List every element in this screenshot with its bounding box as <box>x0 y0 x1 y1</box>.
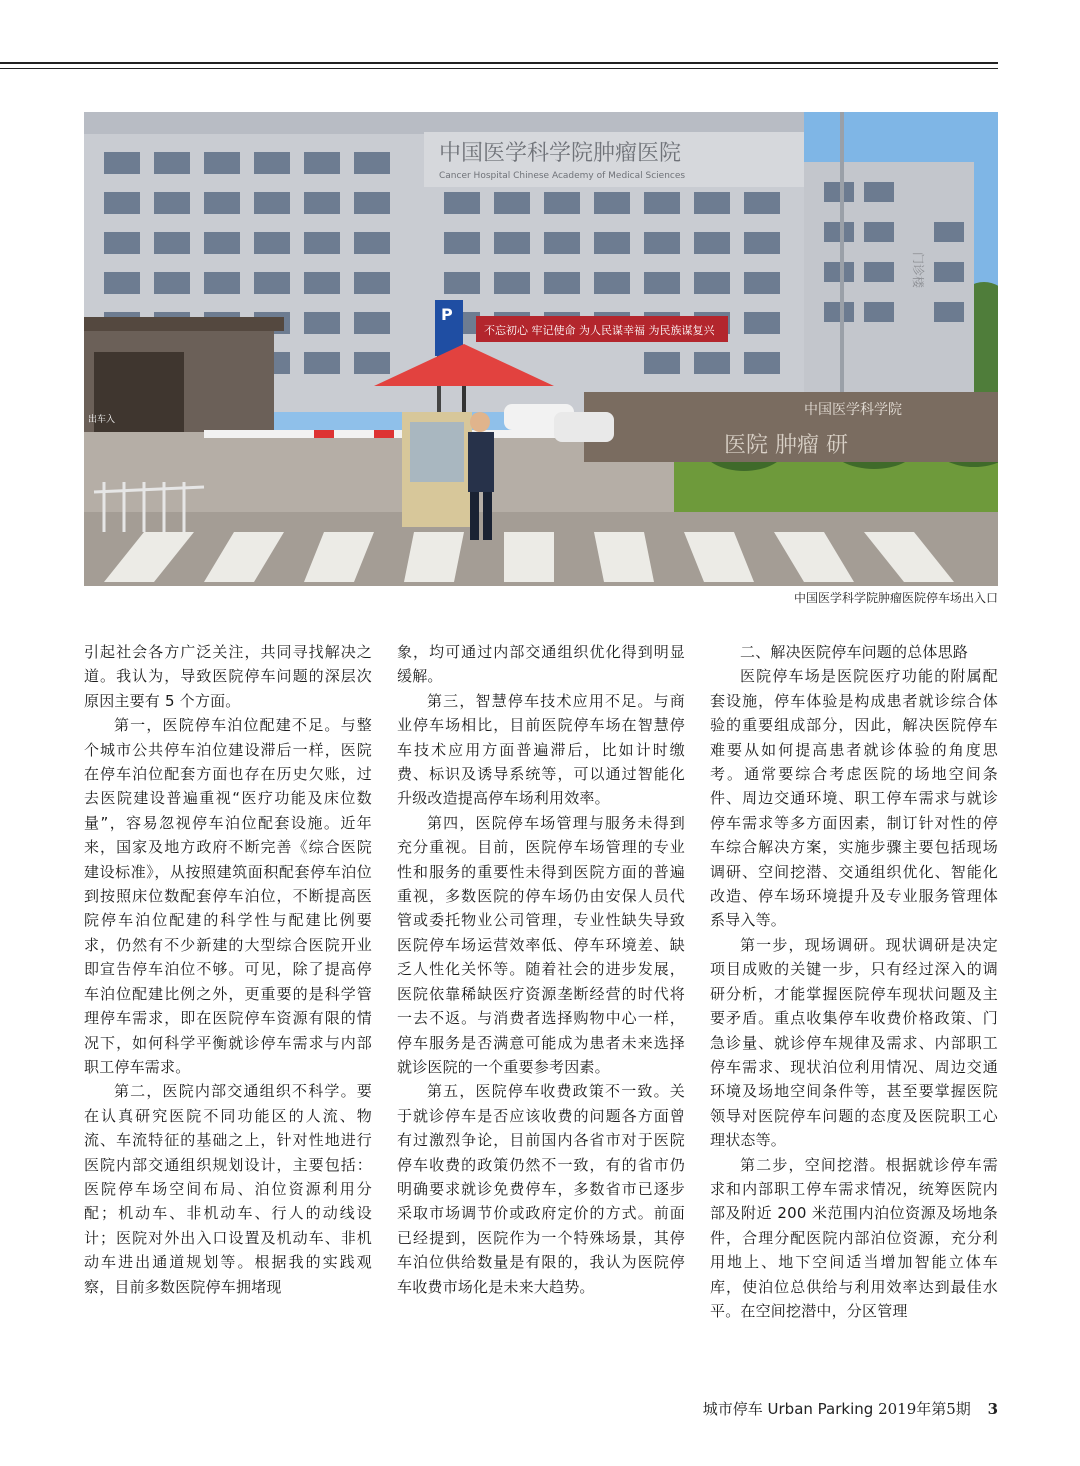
paragraph: 象，均可通过内部交通组织优化得到明显缓解。 <box>397 643 685 686</box>
page-number: 3 <box>987 1400 998 1418</box>
issue-label: 2019年第5期 <box>878 1400 971 1418</box>
column-3 <box>710 640 998 1352</box>
column-2 <box>397 640 685 1352</box>
article-columns <box>84 640 998 1352</box>
paragraph: 第二，医院内部交通组织不科学。要在认真研究医院不同功能区的人流、物流、车流特征的基础之上，针对性地进行医院内部交通组织规划设计，主要包括：医院停车场空间布局、泊位资源利用分配；机动车、非机动车、行人的动线设计；医院对外出入口设置及机动车、非机动车进出通道规划等。根据我的实践观察，目前多数医院停车拥堵现 <box>84 1082 372 1296</box>
wall-sign-line1: 中国医学科学院 <box>804 402 902 418</box>
booth-sign: 出车入 <box>88 415 116 425</box>
magazine-name-cn: 城市停车 <box>702 1400 763 1418</box>
section-heading: 二、解决医院停车问题的总体思路 <box>740 643 969 661</box>
magazine-name-en: Urban Parking <box>767 1400 874 1418</box>
hospital-parking-photo <box>84 112 998 586</box>
building-sign-cn: 中国医学科学院肿瘤医院 <box>439 141 682 166</box>
paragraph: 引起社会各方广泛关注，共同寻找解决之道。我认为，导致医院停车问题的深层次原因主要有 5 个方面。 <box>84 643 372 710</box>
paragraph: 第一，医院停车泊位配建不足。与整个城市公共停车泊位建设滞后一样，医院在停车泊位配套方面也存在历史欠账，过去医院建设普遍重视“医疗功能及床位数量”，容易忽视停车泊位配套设施。近年来，国家及地方政府不断完善《综合医院建设标准》，从按照建筑面积配套停车泊位到按照床位数配套停车泊位，不断提高医院停车泊位配建的科学性与配建比例要求，仍然有不少新建的大型综合医院开业即宣告停车泊位不够。可见，除了提高停车泊位配建比例之外，更重要的是科学管理停车需求，即在医院停车资源有限的情况下，如何科学平衡就诊停车需求与内部职工停车需求。 <box>84 716 372 1076</box>
header-rule-thin <box>0 68 998 69</box>
paragraph: 医院停车场是医院医疗功能的附属配套设施，停车体验是构成患者就诊综合体验的重要组成部分，因此，解决医院停车难要从如何提高患者就诊体验的角度思考。通常要综合考虑医院的场地空间条件、周边交通环境、职工停车需求与就诊停车需求等多方面因素，制订针对性的停车综合解决方案，实施步骤主要包括现场调研、空间挖潜、交通组织优化、智能化改造、停车场环境提升及专业服务管理体系导入等。 <box>710 667 998 930</box>
page-footer <box>703 1398 998 1419</box>
paragraph: 第一步，现场调研。现状调研是决定项目成败的关键一步，只有经过深入的调研分析，才能掌握医院停车现状问题及主要矛盾。重点收集停车收费价格政策、门急诊量、就诊停车规律及需求、内部职工停车需求、现状泊位利用情况、周边交通环境及场地空间条件等，甚至要掌握医院领导对医院停车问题的态度及医院职工心理状态等。 <box>710 935 998 1150</box>
paragraph: 第三，智慧停车技术应用不足。与商业停车场相比，目前医院停车场在智慧停车技术应用方面普遍滞后，比如计时缴费、标识及诱导系统等，可以通过智能化升级改造提高停车场利用效率。 <box>397 691 685 808</box>
wall-sign-line2: 医院 肿瘤 研 <box>724 433 848 458</box>
paragraph: 第五，医院停车收费政策不一致。关于就诊停车是否应该收费的问题各方面曾有过激烈争论，目前国内各省市对于医院停车收费的政策仍然不一致，有的省市仍明确要求就诊免费停车，多数省市已逐步采取市场调节价或政府定价的方式。前面已经提到，医院作为一个特殊场景，其停车泊位供给数量是有限的，我认为医院停车收费市场化是未来大趋势。 <box>397 1082 685 1296</box>
photo-caption: 中国医学科学院肿瘤医院停车场出入口 <box>793 591 998 605</box>
header-rule-thick <box>0 62 998 64</box>
red-banner: 不忘初心 牢记使命 为人民谋幸福 为民族谋复兴 <box>484 324 715 337</box>
side-sign: 门诊楼 <box>911 252 925 289</box>
parking-sign-letter: P <box>441 305 453 324</box>
building-sign-en: Cancer Hospital Chinese Academy of Medical Sciences <box>439 171 686 181</box>
paragraph: 第四，医院停车场管理与服务未得到充分重视。目前，医院停车场管理的专业性和服务的重要性未得到医院方面的普遍重视，多数医院的停车场仍由安保人员代管或委托物业公司管理，专业性缺失导致医院停车场运营效率低、停车环境差、缺乏人性化关怀等。随着社会的进步发展，医院依靠稀缺医疗资源垄断经营的时代将一去不返。与消费者选择购物中心一样，停车服务是否满意可能成为患者未来选择就诊医院的一个重要参考因素。 <box>397 813 685 1076</box>
column-1 <box>84 640 372 1352</box>
paragraph: 第二步，空间挖潜。根据就诊停车需求和内部职工停车需求情况，统筹医院内部及附近 200 米范围内泊位资源及场地条件，合理分配医院内部泊位资源，充分利用地上、地下空间适当增加智能立体车库，使泊位总供给与利用效率达到最佳水平。在空间挖潜中，分区管理 <box>710 1155 998 1320</box>
